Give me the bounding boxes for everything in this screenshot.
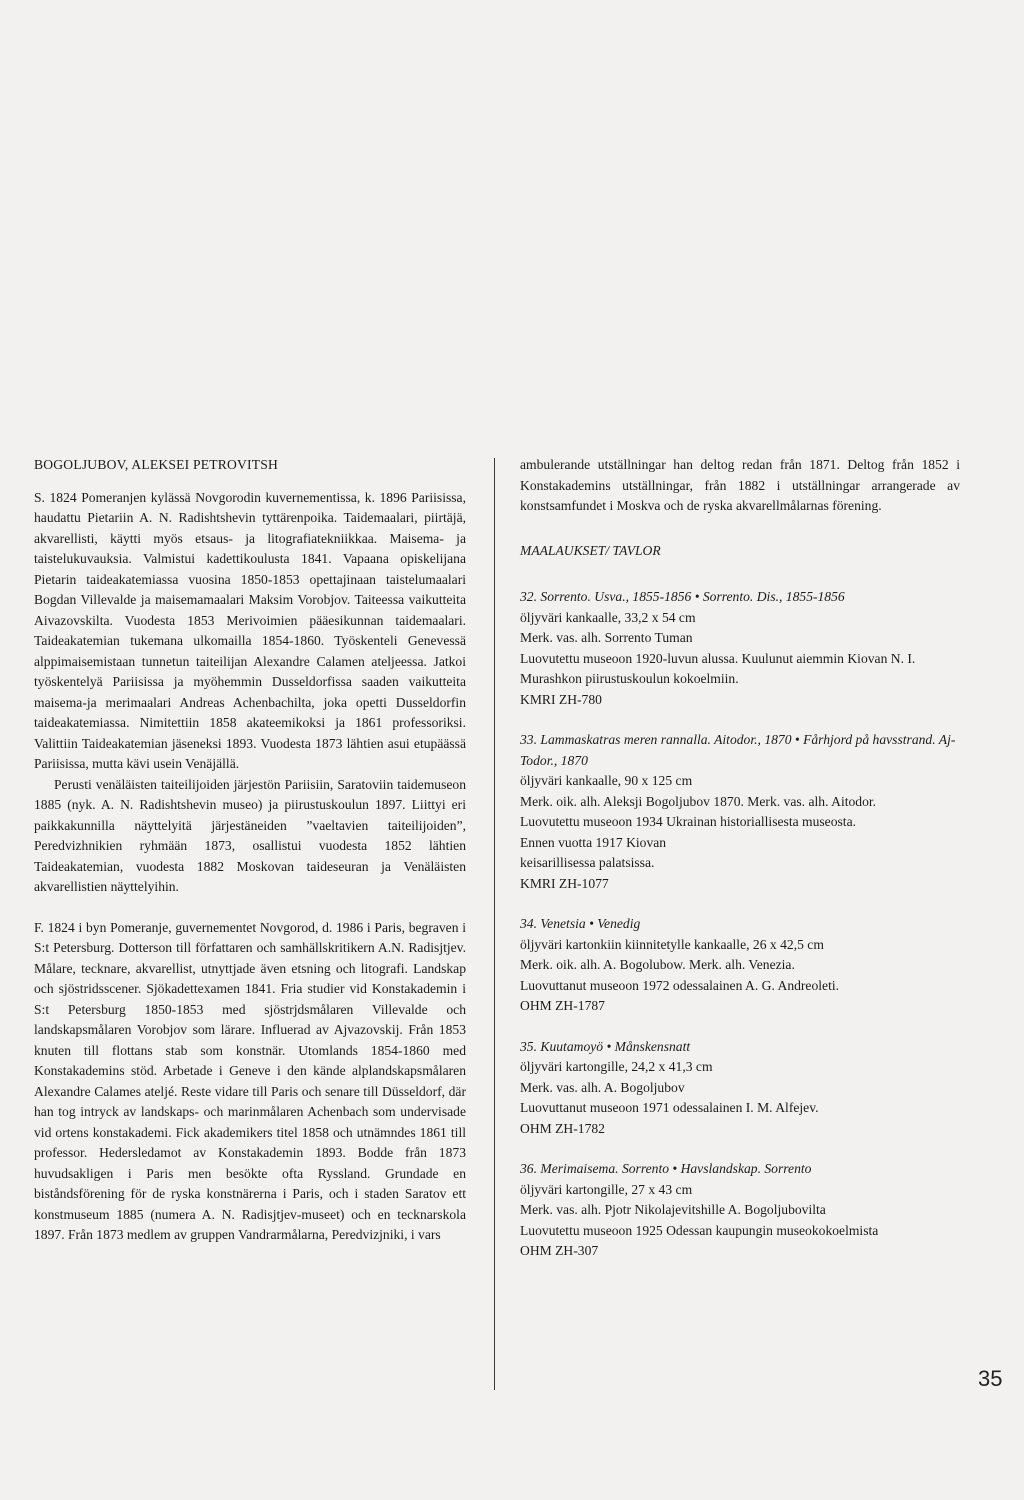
painting-medium: öljyväri kankaalle, 33,2 x 54 cm xyxy=(520,609,696,625)
finnish-biography: S. 1824 Pomeranjen kylässä Novgorodin kuvernementissa, k. 1896 Pariisissa, haudattu Pietariin A. N. Radishtshevin tyttärenpoika. Taidemaalari, piirtäjä, akvarellisti, käytti myös etsaus- ja litografiatekniikkaa. Maisema- ja taistelukuvauksia. Valmistui kadettikoulusta 1841. Vapaana opiskelijana Pietarin taideakatemiassa vuosina 1850-1853 opettajinaan taistelumaalari Bogdan Villevalde ja maisemamaalari Maksim Vorobjov. Taiteessa vaikutteita Aivazovskilta. Vuodesta 1853 Merivoimien pääesikunnan taidemaalari. Taideakatemian tukemana ulkomailla 1854-1860. Työskenteli Genevessä alppimaisemistaan tunnetun taiteilijan Alexandre Calamen ateljeessa. Jatkoi työskentelyä Pariisissa ja myöhemmin Dusseldorfissa saaden vaikutteita maisema-ja merimaalari Andreas Achenbachilta, joka opetti Dusseldorfin taideakatemiassa. Nimitettiin 1858 akateemikoksi ja 1861 professoriksi. Valittiin Taideakatemian jäseneksi 1893. Vuodesta 1873 lähtien asui etupäässä Pariisissa, mutta kävi usein Venäjällä. xyxy=(34,489,466,771)
painting-inventory: OHM ZH-1787 xyxy=(520,998,605,1013)
swedish-biography: F. 1824 i byn Pomeranje, guvernementet Novgorod, d. 1986 i Paris, begraven i S:t Petersburg. Dotterson till författaren och samhällskritikern A.N. Radisjtjev. Målare, tecknare, akvarellist, utnyttjade även etsning och litografi. Landskap och sjöstridsscener. Sjökadettexamen 1841. Fria studier vid Konstakademin i S:t Petersburg 1850-1853 med sjöstrjdsmålaren Villevalde och landskapsmålaren Vorobjov som lärare. Influerad av Ajvazovskij. Från 1853 knuten till flottans stab som konstnär. Utomlands 1854-1860 med Konstakademins stöd. Arbetade i Geneve i den kände alplandskapsmålaren Alexandre Calames ateljé. Reste vidare till Paris och senare till Düsseldorf, där han tog intryck av landskaps- och marinmålaren Achenbach som undervisade vid ortens konstakademi. Fick akademikers titel 1858 och utnämndes 1861 till professor. Hedersledamot av Konstakademin 1893. Bodde från 1873 huvudsakligen i Paris men besökte ofta Ryssland. Grundade en biståndsförening för de ryska konstnärerna i Paris, och i staden Saratov ett konstmuseum 1885 (numera A. N. Radisjtjev-museet) och en tecknarskola 1897. Från 1873 medlem av gruppen Vandrarmålarna, Peredvizjniki, i vars xyxy=(34,919,466,1242)
swedish-biography-continued: ambulerande utställningar han deltog redan från 1871. Deltog från 1852 i Konstakademins utställningar, från 1882 i utställningar arrangerade av konstsamfundet i Moskva och de ryska akvarellmålarnas förening. xyxy=(520,457,960,513)
painting-medium: öljyväri kartongille, 27 x 43 cm xyxy=(520,1181,693,1197)
paragraph-gap xyxy=(34,898,466,918)
painting-inventory: OHM ZH-307 xyxy=(520,1243,599,1258)
paintings-section-heading: MAALAUKSET/ TAVLOR xyxy=(520,542,661,558)
painting-medium: öljyväri kartongille, 24,2 x 41,3 cm xyxy=(520,1059,713,1074)
painting-provenance: keisarillisessa palatsissa. xyxy=(520,855,655,870)
painting-signature: Merk. vas. alh. A. Bogoljubov xyxy=(520,1079,685,1095)
column-divider xyxy=(494,458,495,1390)
finnish-biography-continued: Perusti venäläisten taiteilijoiden järjestön Pariisiin, Saratoviin taidemuseon 1885 (nyk. A. N. Radishtshevin museo) ja piirustuskoulun 1897. Liittyi eri paikkakunnilla näyttelyitä järjestäneiden ”vaeltavien taiteilijoiden”, Peredvizhnikien ryhmään 1873, osallistui vuodesta 1852 lähtien Taideakatemian, vuodesta 1882 Moskovan taideseuran ja Venäläisten akvarellistien näyttelyihin. xyxy=(34,776,466,894)
painting-signature: Merk. oik. alh. A. Bogolubow. Merk. alh. Venezia. xyxy=(520,957,795,972)
painting-provenance: Luovuttanut museoon 1972 odessalainen A. G. Andreoleti. xyxy=(520,977,840,993)
painting-signature: Merk. oik. alh. Aleksji Bogoljubov 1870. Merk. vas. alh. Aitodor. xyxy=(520,793,877,809)
painting-provenance: Ennen vuotta 1917 Kiovan xyxy=(520,834,667,850)
artist-heading: BOGOLJUBOV, ALEKSEI PETROVITSH xyxy=(34,457,279,472)
painting-provenance: Luovutettu museoon 1925 Odessan kaupungin museokokoelmista xyxy=(520,1222,879,1238)
page-number: 35 xyxy=(978,1366,1003,1391)
painting-title: 34. Venetsia • Venedig xyxy=(520,916,641,931)
painting-title: 32. Sorrento. Usva., 1855-1856 • Sorrento. Dis., 1855-1856 xyxy=(520,589,845,604)
painting-provenance: Luovutettu museoon 1920-luvun alussa. Kuulunut aiemmin Kiovan N. I. Murashkon piirustuskoulun kokoelmiin. xyxy=(520,650,916,686)
left-column xyxy=(34,455,466,1246)
painting-provenance: Luovuttanut museoon 1971 odessalainen I. M. Alfejev. xyxy=(520,1100,819,1115)
right-column xyxy=(520,455,960,1282)
painting-inventory: KMRI ZH-780 xyxy=(520,691,602,707)
painting-signature: Merk. vas. alh. Pjotr Nikolajevitshille A. Bogoljubovilta xyxy=(520,1202,826,1217)
painting-entry xyxy=(520,914,960,1017)
painting-title: 35. Kuutamoyö • Månskensnatt xyxy=(520,1038,691,1054)
painting-entry xyxy=(520,730,960,894)
painting-entry xyxy=(520,587,960,710)
painting-medium: öljyväri kankaalle, 90 x 125 cm xyxy=(520,773,693,788)
painting-entry xyxy=(520,1037,960,1140)
painting-signature: Merk. vas. alh. Sorrento Tuman xyxy=(520,630,693,645)
painting-entry xyxy=(520,1159,960,1262)
painting-provenance: Luovutettu museoon 1934 Ukrainan historiallisesta museosta. xyxy=(520,814,857,829)
painting-medium: öljyväri kartonkiin kiinnitetylle kankaalle, 26 x 42,5 cm xyxy=(520,936,824,952)
painting-title: 36. Merimaisema. Sorrento • Havslandskap. Sorrento xyxy=(520,1161,812,1176)
painting-title: 33. Lammaskatras meren rannalla. Aitodor., 1870 • Fårhjord på havsstrand. Aj-Todor., 1870 xyxy=(520,732,956,768)
painting-inventory: KMRI ZH-1077 xyxy=(520,875,609,891)
painting-inventory: OHM ZH-1782 xyxy=(520,1120,605,1136)
